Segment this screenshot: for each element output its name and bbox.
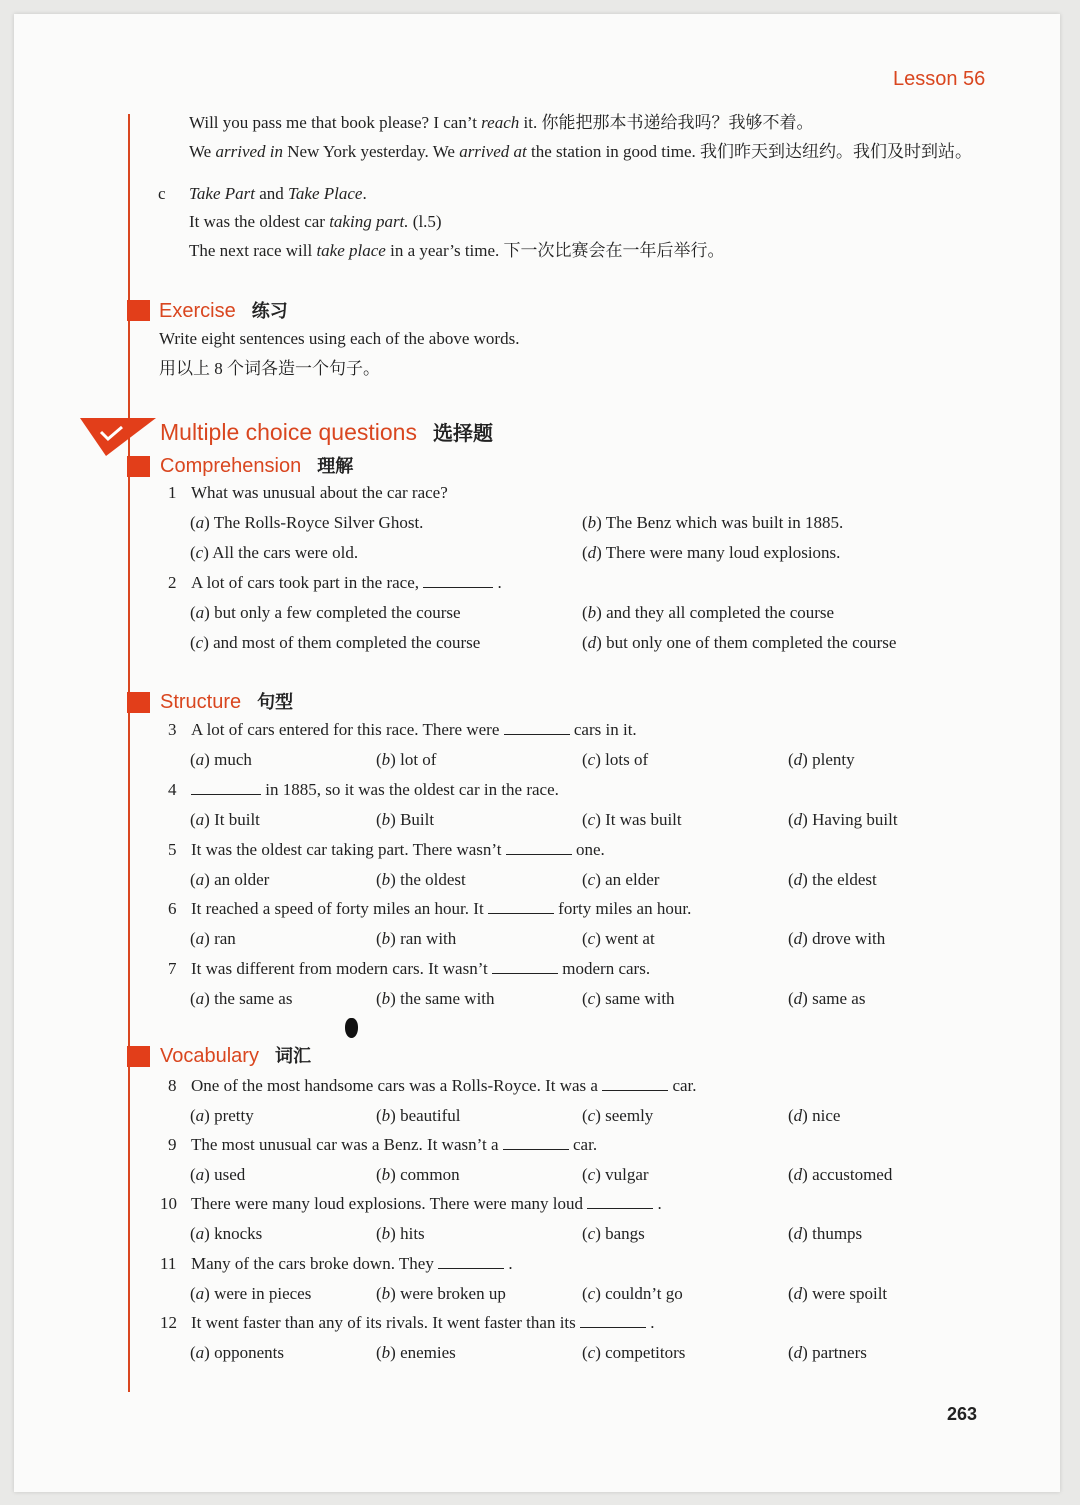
section-marker	[127, 456, 150, 477]
textbook-page	[14, 14, 1060, 1492]
answer-option[interactable]	[582, 603, 834, 623]
answer-option[interactable]	[788, 870, 877, 890]
option-letter-char: c	[587, 1165, 596, 1184]
option-letter: (d)	[788, 989, 813, 1008]
question-text-end: one.	[571, 840, 605, 859]
option-letter: (c)	[582, 1284, 606, 1303]
option-letter-char: d	[793, 870, 803, 889]
option-text: seemly	[605, 1106, 654, 1125]
option-letter-char: a	[195, 1284, 205, 1303]
option-letter-char: c	[587, 989, 596, 1008]
option-letter: (a)	[190, 810, 215, 829]
question-number: 1	[168, 483, 177, 502]
answer-option[interactable]	[582, 1165, 649, 1185]
option-letter: (b)	[376, 989, 401, 1008]
option-letter-char: d	[793, 1224, 803, 1243]
answer-option[interactable]	[376, 1343, 456, 1363]
question-number: 7	[168, 959, 177, 978]
lesson-label: Lesson 56	[893, 68, 986, 90]
option-letter: (b)	[376, 1106, 401, 1125]
option-text: pretty	[214, 1106, 254, 1125]
option-letter-char: a	[195, 870, 205, 889]
answer-option[interactable]	[190, 1165, 245, 1185]
question-number: 9	[168, 1135, 177, 1154]
page-number: 263	[947, 1404, 978, 1424]
note-c-letter: c	[158, 184, 166, 203]
option-letter-char: d	[587, 543, 597, 562]
option-letter-char: d	[793, 1106, 803, 1125]
option-letter-char: b	[381, 750, 391, 769]
question-number: 8	[168, 1076, 177, 1095]
option-text: accustomed	[812, 1165, 893, 1184]
question-text-end: .	[493, 573, 502, 592]
question-text: What was unusual about the car race?	[191, 483, 448, 502]
answer-blank[interactable]	[191, 780, 261, 795]
option-text: same as	[812, 989, 866, 1008]
answer-blank[interactable]	[492, 959, 558, 974]
structure-heading: Structure 句型	[160, 691, 294, 713]
answer-option[interactable]	[582, 633, 896, 653]
option-letter: (a)	[190, 603, 215, 622]
answer-option[interactable]	[376, 750, 436, 770]
option-letter: (d)	[788, 1343, 813, 1362]
note-b-line-2: We arrived in New York yesterday. We arrived at the station in good time. 我们昨天到达纽约。我们及时到站。	[189, 142, 973, 161]
note-b-line-1: Will you pass me that book please? I can’t reach it. 你能把那本书递给我吗？我够不着。	[189, 113, 814, 132]
answer-option[interactable]	[582, 1343, 685, 1363]
question-text: There were many loud explosions. There were many loud	[191, 1194, 588, 1213]
option-letter: (c)	[582, 989, 606, 1008]
option-text: opponents	[214, 1343, 284, 1362]
exercise-instruction: Write eight sentences using each of the above words.	[159, 329, 520, 348]
option-letter-char: d	[793, 929, 803, 948]
option-text: but only one of them completed the course	[606, 633, 897, 652]
option-text: thumps	[812, 1224, 863, 1243]
option-text: competitors	[605, 1343, 686, 1362]
note-c-title: Take Part and Take Place.	[189, 184, 367, 203]
question-number: 2	[168, 573, 177, 592]
option-letter-char: c	[587, 1343, 596, 1362]
option-letter-char: c	[195, 633, 204, 652]
option-letter: (d)	[582, 543, 606, 562]
option-text: lots of	[605, 750, 649, 769]
answer-blank[interactable]	[506, 840, 572, 855]
option-text: knocks	[214, 1224, 263, 1243]
question-stem	[191, 1313, 655, 1333]
option-letter: (a)	[190, 1165, 215, 1184]
note-c-line-1: It was the oldest car taking part. (l.5)	[189, 212, 442, 231]
option-letter-char: d	[793, 750, 803, 769]
option-letter-char: d	[793, 1165, 803, 1184]
option-letter-char: b	[587, 513, 597, 532]
option-letter-char: a	[195, 750, 205, 769]
option-letter: (b)	[376, 1165, 401, 1184]
answer-option[interactable]	[376, 810, 434, 830]
question-text: A lot of cars took part in the race,	[191, 573, 424, 592]
option-letter: (b)	[376, 1284, 401, 1303]
option-letter: (c)	[582, 1343, 606, 1362]
option-text: There were many loud explosions.	[605, 543, 841, 562]
option-letter: (b)	[376, 870, 401, 889]
answer-option[interactable]	[376, 989, 495, 1009]
question-text: One of the most handsome cars was a Rolls-Royce. It was a	[191, 1076, 603, 1095]
option-letter: (b)	[376, 1343, 401, 1362]
option-letter-char: c	[587, 870, 596, 889]
option-text: common	[400, 1165, 460, 1184]
option-letter-char: b	[381, 1165, 391, 1184]
option-text: the same with	[400, 989, 495, 1008]
question-stem	[191, 720, 637, 740]
answer-option[interactable]	[582, 1106, 653, 1126]
answer-option[interactable]	[376, 1106, 461, 1126]
option-letter: (c)	[582, 1224, 606, 1243]
option-text: Built	[400, 810, 435, 829]
question-number: 5	[168, 840, 177, 859]
answer-option[interactable]	[190, 543, 358, 563]
question-stem	[191, 899, 691, 919]
option-text: the same as	[214, 989, 293, 1008]
question-stem	[191, 959, 650, 979]
option-letter-char: a	[195, 989, 205, 1008]
option-letter: (d)	[788, 1106, 813, 1125]
option-letter: (a)	[190, 929, 215, 948]
answer-option[interactable]	[788, 1224, 862, 1244]
option-letter: (d)	[788, 750, 813, 769]
option-letter-char: d	[793, 1343, 803, 1362]
question-text: A lot of cars entered for this race. There were	[191, 720, 504, 739]
answer-option[interactable]	[582, 513, 843, 533]
option-letter-char: a	[195, 1224, 205, 1243]
option-text: used	[214, 1165, 246, 1184]
answer-option[interactable]	[190, 870, 269, 890]
answer-option[interactable]	[788, 1284, 887, 1304]
option-letter-char: b	[381, 1224, 391, 1243]
option-text: lot of	[400, 750, 437, 769]
option-letter-char: b	[381, 989, 391, 1008]
option-text: bangs	[605, 1224, 645, 1243]
answer-option[interactable]	[582, 929, 655, 949]
question-text: It reached a speed of forty miles an hour. It	[191, 899, 488, 918]
answer-option[interactable]	[376, 1224, 425, 1244]
option-letter-char: b	[587, 603, 597, 622]
option-text: ran with	[400, 929, 457, 948]
answer-option[interactable]	[582, 870, 659, 890]
answer-option[interactable]	[582, 989, 675, 1009]
answer-option[interactable]	[376, 929, 456, 949]
option-text: same with	[605, 989, 675, 1008]
question-text-end: car.	[668, 1076, 697, 1095]
option-letter: (a)	[190, 1284, 215, 1303]
option-letter: (a)	[190, 1224, 215, 1243]
option-letter-char: b	[381, 1106, 391, 1125]
option-letter-char: c	[587, 1106, 596, 1125]
answer-blank[interactable]	[504, 720, 570, 735]
question-stem	[191, 1194, 662, 1214]
answer-option[interactable]	[190, 929, 236, 949]
option-text: It built	[214, 810, 260, 829]
answer-option[interactable]	[190, 513, 423, 533]
answer-option[interactable]	[376, 1284, 506, 1304]
question-text: Many of the cars broke down. They	[191, 1254, 439, 1273]
answer-blank[interactable]	[488, 899, 554, 914]
option-letter-char: a	[195, 603, 205, 622]
option-letter: (a)	[190, 870, 215, 889]
answer-option[interactable]	[788, 1165, 892, 1185]
option-letter: (a)	[190, 1106, 215, 1125]
option-letter-char: a	[195, 513, 205, 532]
option-text: the eldest	[812, 870, 877, 889]
question-number: 10	[160, 1194, 177, 1213]
vocabulary-heading: Vocabulary 词汇	[160, 1045, 311, 1067]
answer-option[interactable]	[788, 1343, 867, 1363]
question-text-end: .	[646, 1313, 655, 1332]
answer-option[interactable]	[788, 929, 885, 949]
option-letter-char: c	[587, 1224, 596, 1243]
option-letter-char: b	[381, 870, 391, 889]
option-letter-char: c	[195, 543, 204, 562]
option-letter: (c)	[190, 543, 213, 562]
option-text: plenty	[812, 750, 855, 769]
answer-option[interactable]	[376, 1165, 460, 1185]
answer-option[interactable]	[788, 1106, 840, 1126]
question-stem	[191, 840, 605, 860]
option-letter-char: a	[195, 1343, 205, 1362]
answer-option[interactable]	[190, 633, 480, 653]
option-letter: (d)	[582, 633, 607, 652]
question-text: The most unusual car was a Benz. It wasn’t a	[191, 1135, 503, 1154]
option-letter-char: a	[195, 810, 205, 829]
option-letter-char: a	[195, 1106, 205, 1125]
option-text: an older	[214, 870, 270, 889]
answer-option[interactable]	[190, 989, 292, 1009]
option-letter: (a)	[190, 750, 215, 769]
option-letter: (d)	[788, 1284, 813, 1303]
answer-option[interactable]	[190, 750, 252, 770]
option-text: nice	[812, 1106, 841, 1125]
ink-smudge	[345, 1018, 358, 1038]
comprehension-heading: Comprehension 理解	[160, 455, 354, 477]
option-letter: (d)	[788, 1224, 813, 1243]
option-letter: (b)	[376, 929, 401, 948]
option-letter: (c)	[582, 1165, 606, 1184]
answer-option[interactable]	[788, 810, 898, 830]
option-text: the oldest	[400, 870, 466, 889]
question-number: 4	[168, 780, 177, 799]
question-number: 6	[168, 899, 177, 918]
question-text: It was the oldest car taking part. There wasn’t	[191, 840, 506, 859]
answer-option[interactable]	[190, 1284, 311, 1304]
option-letter: (c)	[582, 810, 606, 829]
option-letter-char: c	[587, 929, 596, 948]
option-text: hits	[400, 1224, 425, 1243]
question-stem	[191, 1076, 697, 1096]
answer-option[interactable]	[190, 810, 260, 830]
question-number: 12	[160, 1313, 177, 1332]
option-text: The Rolls-Royce Silver Ghost.	[213, 513, 424, 532]
option-text: were broken up	[400, 1284, 506, 1303]
section-marker	[127, 1046, 150, 1067]
question-text-end: .	[504, 1254, 513, 1273]
answer-blank[interactable]	[503, 1135, 569, 1150]
option-letter: (a)	[190, 513, 214, 532]
option-text: and they all completed the course	[606, 603, 835, 622]
option-text: were spoilt	[812, 1284, 888, 1303]
option-text: an elder	[605, 870, 660, 889]
option-letter: (d)	[788, 1165, 813, 1184]
answer-option[interactable]	[788, 750, 855, 770]
answer-blank[interactable]	[438, 1254, 504, 1269]
option-text: The Benz which was built in 1885.	[605, 513, 844, 532]
option-text: were in pieces	[214, 1284, 312, 1303]
option-text: and most of them completed the course	[213, 633, 481, 652]
option-text: drove with	[812, 929, 886, 948]
checkmark-icon	[80, 418, 160, 458]
section-marker	[127, 692, 150, 713]
option-text: but only a few completed the course	[214, 603, 461, 622]
question-stem	[191, 780, 559, 800]
option-letter-char: b	[381, 1284, 391, 1303]
answer-blank[interactable]	[423, 573, 493, 588]
option-letter-char: b	[381, 1343, 391, 1362]
option-letter-char: a	[195, 1165, 205, 1184]
answer-option[interactable]	[582, 750, 648, 770]
option-text: Having built	[812, 810, 898, 829]
question-text-end: cars in it.	[569, 720, 637, 739]
option-letter: (a)	[190, 1343, 215, 1362]
option-letter: (b)	[582, 513, 606, 532]
question-stem	[191, 1254, 513, 1274]
option-letter: (c)	[582, 1106, 606, 1125]
option-letter-char: b	[381, 810, 391, 829]
question-stem	[191, 573, 502, 593]
answer-option[interactable]	[190, 1106, 254, 1126]
question-stem	[191, 1135, 597, 1155]
option-letter-char: c	[587, 810, 596, 829]
option-letter: (a)	[190, 989, 215, 1008]
option-letter-char: a	[195, 929, 205, 948]
question-text: It was different from modern cars. It wasn’t	[191, 959, 493, 978]
option-text: It was built	[605, 810, 682, 829]
option-letter: (d)	[788, 929, 813, 948]
question-text-end: modern cars.	[558, 959, 651, 978]
question-number: 3	[168, 720, 177, 739]
option-letter-char: d	[793, 1284, 803, 1303]
question-text-end: forty miles an hour.	[553, 899, 692, 918]
option-letter: (b)	[376, 810, 401, 829]
answer-blank[interactable]	[587, 1194, 653, 1209]
option-letter: (c)	[582, 750, 606, 769]
answer-option[interactable]	[788, 989, 865, 1009]
option-letter-char: c	[587, 750, 596, 769]
option-text: ran	[214, 929, 236, 948]
option-letter: (d)	[788, 810, 813, 829]
answer-blank[interactable]	[580, 1313, 646, 1328]
option-text: enemies	[400, 1343, 456, 1362]
question-text-end: .	[653, 1194, 662, 1213]
option-letter: (b)	[376, 750, 401, 769]
exercise-instruction-cn: 用以上 8 个词各造一个句子。	[159, 359, 380, 378]
option-letter: (c)	[582, 870, 606, 889]
answer-blank[interactable]	[602, 1076, 668, 1091]
option-text: All the cars were old.	[212, 543, 359, 562]
question-text-end: car.	[568, 1135, 598, 1154]
note-c-line-2: The next race will take place in a year’s time. 下一次比赛会在一年后举行。	[189, 241, 725, 260]
option-letter-char: d	[793, 989, 803, 1008]
exercise-heading: Exercise 练习	[159, 300, 288, 322]
question-text: It went faster than any of its rivals. It went faster than its	[191, 1313, 580, 1332]
mcq-heading: Multiple choice questions 选择题	[160, 419, 493, 445]
option-letter-char: d	[587, 633, 597, 652]
question-stem	[191, 483, 448, 503]
option-text: couldn’t go	[605, 1284, 683, 1303]
option-letter: (d)	[788, 870, 813, 889]
question-text-end: in 1885, so it was the oldest car in the race.	[261, 780, 559, 799]
answer-option[interactable]	[582, 1284, 683, 1304]
answer-option[interactable]	[190, 603, 461, 623]
option-letter-char: c	[587, 1284, 596, 1303]
section-marker	[127, 300, 150, 321]
answer-option[interactable]	[582, 1224, 645, 1244]
question-number: 11	[160, 1254, 177, 1273]
answer-option[interactable]	[190, 1224, 262, 1244]
option-letter-char: b	[381, 929, 391, 948]
answer-option[interactable]	[376, 870, 466, 890]
option-text: went at	[605, 929, 655, 948]
option-text: beautiful	[400, 1106, 461, 1125]
option-text: partners	[812, 1343, 867, 1362]
option-letter-char: d	[793, 810, 803, 829]
option-letter: (b)	[376, 1224, 401, 1243]
option-letter: (c)	[190, 633, 214, 652]
option-letter: (b)	[582, 603, 607, 622]
answer-option[interactable]	[190, 1343, 284, 1363]
answer-option[interactable]	[582, 810, 682, 830]
option-text: much	[214, 750, 252, 769]
option-letter: (c)	[582, 929, 606, 948]
option-text: vulgar	[605, 1165, 649, 1184]
answer-option[interactable]	[582, 543, 840, 563]
